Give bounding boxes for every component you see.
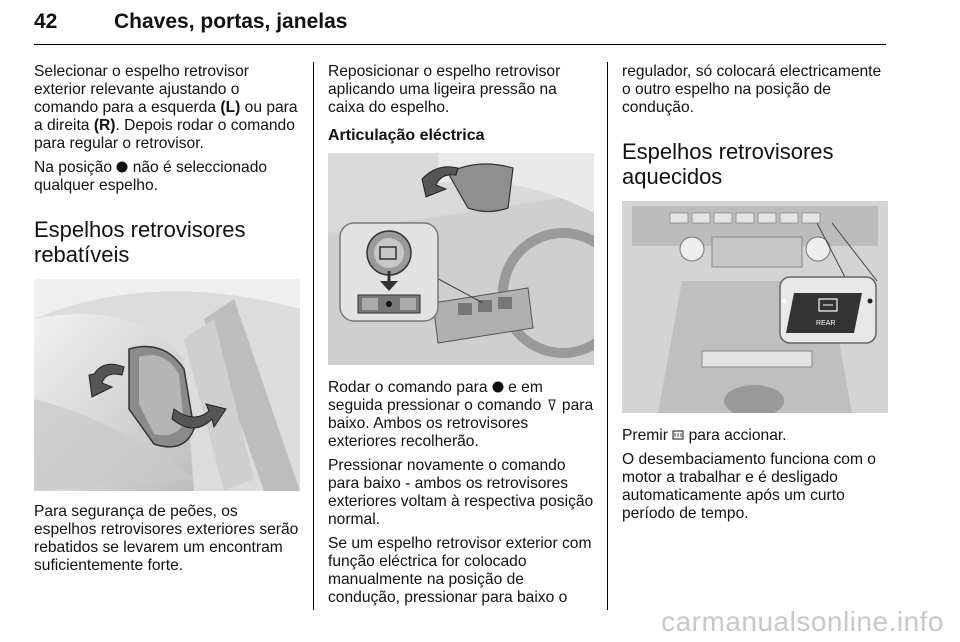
electric-folding-illustration [328,153,594,365]
page-title: Chaves, portas, janelas [114,10,348,33]
filled-circle-icon [116,160,128,172]
watermark: carmanualsonline.info [661,606,944,637]
folding-mirror-illustration [34,279,300,491]
paragraph: Rodar o comando para e em seguida pressionar o comando para baixo. Ambos os retrovisores exteriores recolherão. [328,379,594,450]
heated-mirror-console-illustration [622,201,888,413]
paragraph: Premir para accionar. [622,427,787,444]
paragraph: Reposicionar o espelho retrovisor aplicando uma ligeira pressão na caixa do espelho. [328,63,561,116]
paragraph: Para segurança de peões, os espelhos retrovisores exteriores serão rebatidos se levarem um encontram suficientemente forte. [34,503,299,574]
filled-circle-icon [492,380,504,392]
page-number: 42 [34,10,58,33]
fold-mirror-icon [546,398,558,410]
paragraph: Na posição não é seleccionado qualquer espelho. [34,159,268,194]
rear-label: REAR [816,320,836,327]
section-heading: Espelhos retrovisores rebatíveis [34,217,246,267]
paragraph: O desembaciamento funciona com o motor a trabalhar e é desligado automaticamente após um curto período de tempo. [622,451,876,522]
section-heading: Espelhos retrovisores aquecidos [622,139,834,189]
column-2 [328,63,594,613]
paragraph: Selecionar o espelho retrovisor exterior relevante ajustando o comando para a esquerda (L) ou para a direita (R). Depois rodar o comando para regular o retrovisor. [34,63,298,152]
column-1 [34,63,300,581]
paragraph: Pressionar novamente o comando para baixo - ambos os retrovisores exteriores voltam à respectiva posição normal. [328,457,594,528]
subsection-heading: Articulação eléctrica [328,127,485,144]
column-divider [313,62,314,610]
paragraph: regulador, só colocará electricamente o outro espelho na posição de condução. [622,63,882,116]
page-header [34,6,886,45]
column-3 [622,63,888,529]
paragraph: Se um espelho retrovisor exterior com função eléctrica for colocado manualmente na posição de condução, pressionar para baixo o [328,535,592,606]
column-divider [607,62,608,610]
rear-defrost-icon [672,428,684,440]
